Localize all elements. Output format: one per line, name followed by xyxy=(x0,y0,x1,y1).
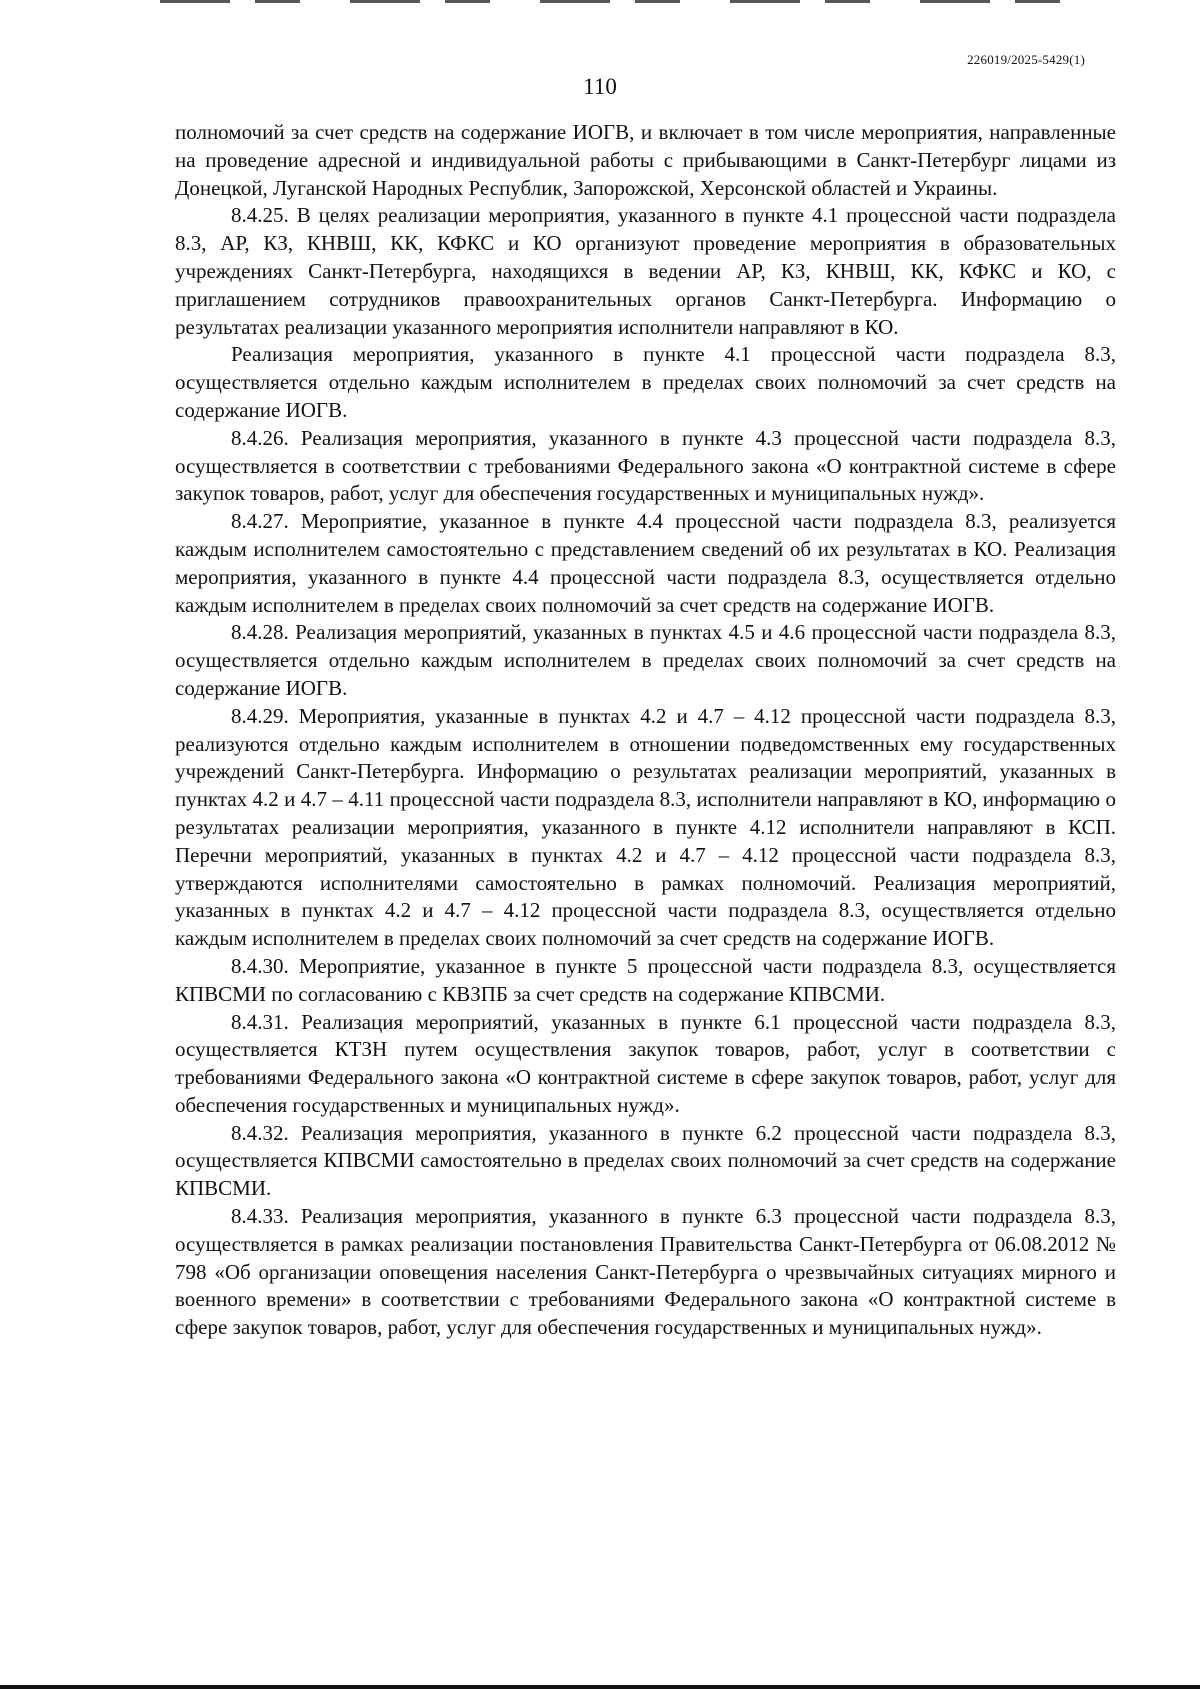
paragraph-8-4-25: 8.4.25. В целях реализации мероприятия, указанного в пункте 4.1 процессной части подраздела 8.3, АР, КЗ, КНВШ, КК, КФКС и КО организуют проведение мероприятия в образовательных учреждениях Санкт-Петербурга, находящихся в ведении АР, КЗ, КНВШ, КК, КФКС и КО, с приглашением сотрудников правоохранительных органов Санкт-Петербурга. Информацию о результатах реализации указанного мероприятия исполнители направляют в КО. xyxy=(175,203,1116,339)
paragraph-8-4-33: 8.4.33. Реализация мероприятия, указанного в пункте 6.3 процессной части подраздела 8.3, осуществляется в рамках реализации постановления Правительства Санкт-Петербурга от 06.08.2012 № 798 «Об организации оповещения населения Санкт-Петербурга о чрезвычайных ситуациях мирного и военного времени» в соответствии с требованиями Федерального закона «О контрактной системе в сфере закупок товаров, работ, услуг для обеспечения государственных и муниципальных нужд». xyxy=(175,1204,1116,1340)
paragraph-8-4-31: 8.4.31. Реализация мероприятий, указанных в пункте 6.1 процессной части подраздела 8.3, осуществляется КТЗН путем осуществления закупок товаров, работ, услуг в соответствии с требованиями Федерального закона «О контрактной системе в сфере закупок товаров, работ, услуг для обеспечения государственных и муниципальных нужд». xyxy=(175,1009,1116,1117)
paragraph-continuation: полномочий за счет средств на содержание ИОГВ, и включает в том числе мероприятия, направленные на проведение адресной и индивидуальной работы с прибывающими в Санкт-Петербург лицами из Донецкой, Луганской Народных Республик, Запорожской, Херсонской областей и Украины. xyxy=(175,120,1116,200)
paragraph-8-4-26: 8.4.26. Реализация мероприятия, указанного в пункте 4.3 процессной части подраздела 8.3, осуществляется в соответствии с требованиями Федерального закона «О контрактной системе в сфере закупок товаров, работ, услуг для обеспечения государственных и муниципальных нужд». xyxy=(175,425,1116,506)
paragraph-8-4-28: 8.4.28. Реализация мероприятий, указанных в пунктах 4.5 и 4.6 процессной части подраздела 8.3, осуществляется отдельно каждым исполнителем в пределах своих полномочий за счет средств на содержание ИОГВ. xyxy=(175,620,1116,700)
scan-bottom-edge xyxy=(0,1685,1200,1689)
paragraph-8-4-32: 8.4.32. Реализация мероприятия, указанного в пункте 6.2 процессной части подраздела 8.3, осуществляется КПВСМИ самостоятельно в пределах своих полномочий за счет средств на содержание КПВСМИ. xyxy=(175,1120,1116,1201)
paragraph-8-4-27: 8.4.27. Мероприятие, указанное в пункте 4.4 процессной части подраздела 8.3, реализуется каждым исполнителем самостоятельно с представлением сведений об их результатах в КО. Реализация мероприятия, указанного в пункте 4.4 процессной части подраздела 8.3, осуществляется отдельно каждым исполнителем в пределах своих полномочий за счет средств на содержание ИОГВ. xyxy=(175,509,1116,617)
page-number: 110 xyxy=(583,74,617,99)
scan-top-edge xyxy=(160,0,1060,3)
document-body xyxy=(175,119,1116,1342)
paragraph-8-4-30: 8.4.30. Мероприятие, указанное в пункте 5 процессной части подраздела 8.3, осуществляется КПВСМИ по согласованию с КВЗПБ за счет средств на содержание КПВСМИ. xyxy=(175,953,1116,1006)
paragraph-8-4-29: 8.4.29. Мероприятия, указанные в пунктах 4.2 и 4.7 – 4.12 процессной части подраздела 8.3, реализуются отдельно каждым исполнителем в отношении подведомственных ему государственных учреждений Санкт-Петербурга. Информацию о результатах реализации мероприятий, указанных в пунктах 4.2 и 4.7 – 4.11 процессной части подраздела 8.3, исполнители направляют в КО, информацию о результатах реализации мероприятия, указанного в пункте 4.12 исполнители направляют в КСП. Перечни мероприятий, указанных в пунктах 4.2 и 4.7 – 4.12 процессной части подраздела 8.3, утверждаются исполнителями самостоятельно в рамках полномочий. Реализация мероприятий, указанных в пунктах 4.2 и 4.7 – 4.12 процессной части подраздела 8.3, осуществляется отдельно каждым исполнителем в пределах своих полномочий за счет средств на содержание ИОГВ. xyxy=(175,703,1116,951)
document-code: 226019/2025-5429(1) xyxy=(967,52,1085,67)
paragraph-8-4-25-implementation: Реализация мероприятия, указанного в пункте 4.1 процессной части подраздела 8.3, осуществляется отдельно каждым исполнителем в пределах своих полномочий за счет средств на содержание ИОГВ. xyxy=(175,342,1116,422)
